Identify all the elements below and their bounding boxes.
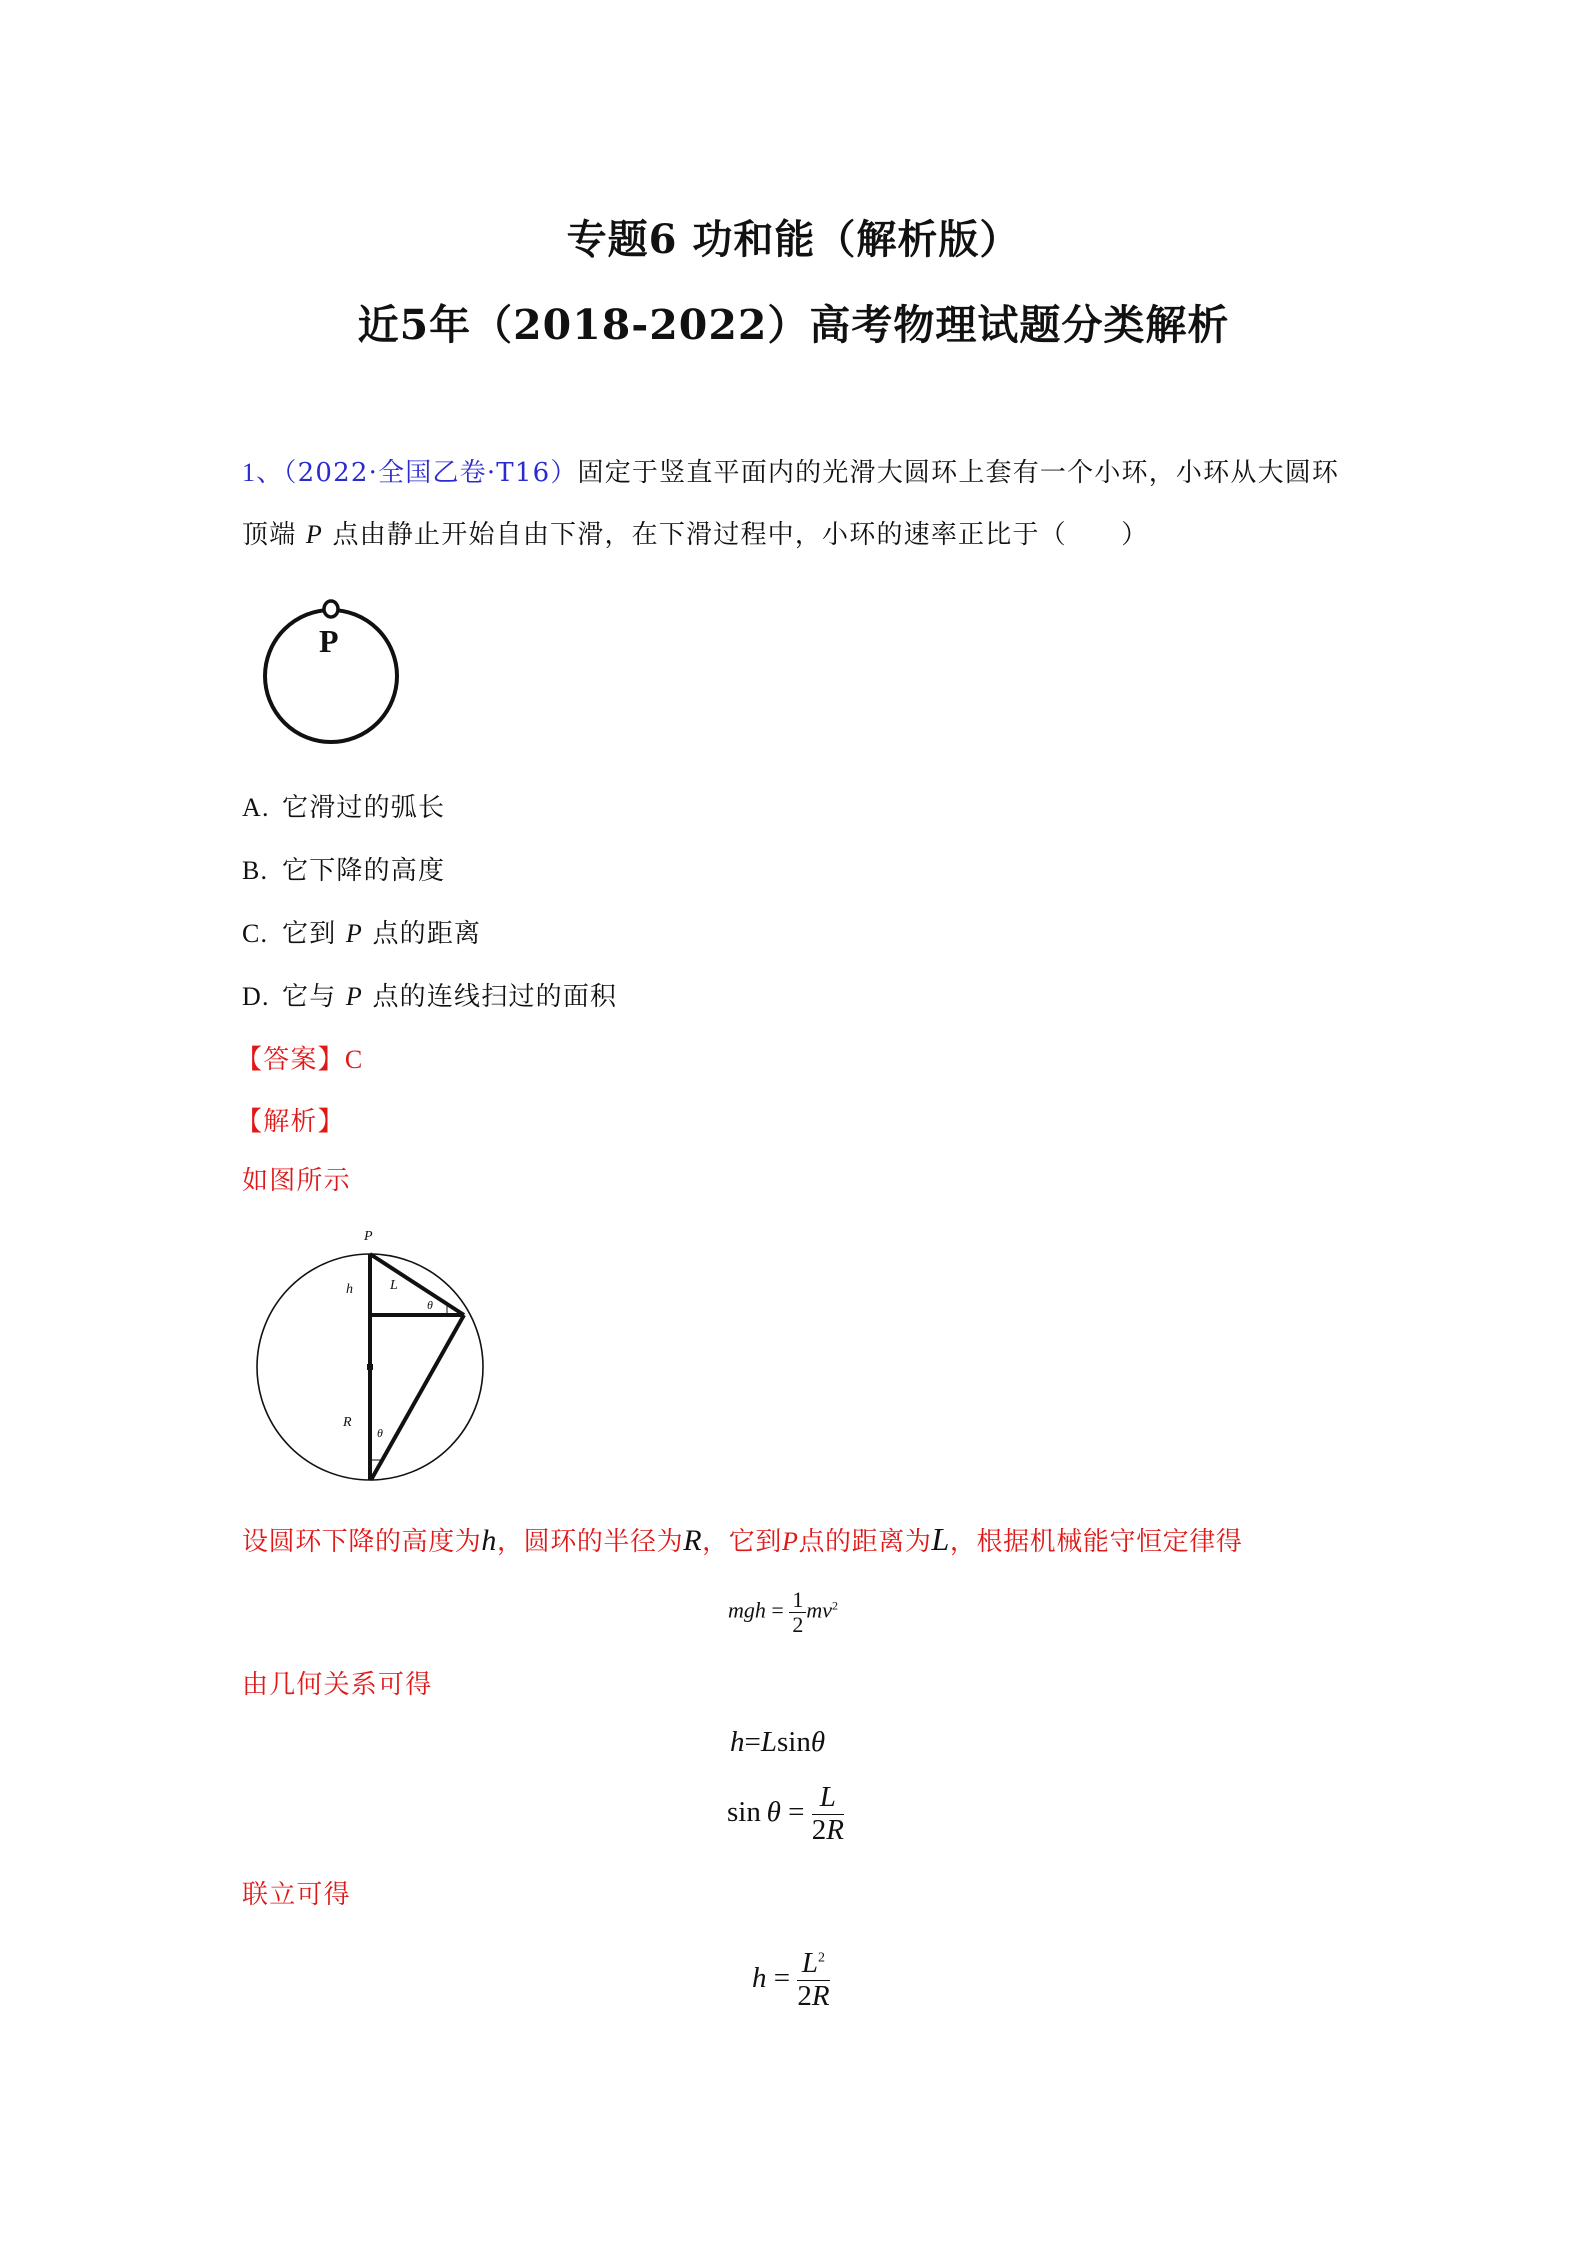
eq-rhs: mv	[806, 1597, 832, 1623]
option-text: 它下降的高度	[282, 856, 446, 886]
denominator	[797, 1981, 829, 2013]
superscript: 2	[818, 1950, 826, 1966]
ring-diagram-icon	[240, 585, 420, 760]
option-letter: C.	[242, 919, 269, 948]
equation-geometry-2	[727, 1782, 844, 1847]
var-P: P	[345, 982, 363, 1011]
den-2: 2	[811, 1813, 827, 1846]
var-P: P	[781, 1527, 799, 1556]
num-L: L	[801, 1947, 819, 1979]
option-b[interactable]	[242, 856, 445, 886]
analysis-text-3: 联立可得	[242, 1880, 351, 1910]
option-text: 它到	[282, 919, 337, 949]
analysis-label: 【解析】	[236, 1107, 345, 1137]
sin: sin	[777, 1726, 811, 1758]
fraction	[789, 1588, 806, 1637]
numerator: 1	[789, 1588, 806, 1613]
text: ，它到	[702, 1527, 782, 1557]
denominator	[812, 1815, 844, 1847]
fig-label-theta-top: θ	[427, 1298, 433, 1312]
text: 点的距离为	[798, 1527, 932, 1557]
var-L: L	[931, 1521, 950, 1557]
text: ，圆环的半径为	[497, 1527, 684, 1557]
figure-label-P: P	[319, 623, 339, 659]
den-2: 2	[797, 1979, 812, 2012]
answer-value: C	[344, 1045, 364, 1074]
question-number: 1、	[242, 458, 284, 487]
superscript: 2	[831, 1598, 838, 1613]
stem-text: 点由静止开始自由下滑，在下滑过程中，小环的速率正比于（ ）	[332, 520, 1149, 550]
equation-geometry-1	[730, 1726, 825, 1759]
analysis-intro: 如图所示	[242, 1166, 351, 1196]
numerator	[797, 1948, 829, 1981]
den-R: R	[811, 1979, 830, 2012]
option-text: 点的距离	[372, 919, 482, 949]
question-figure-ring	[240, 585, 420, 760]
eq-sign: =	[788, 1796, 805, 1829]
var-R: R	[683, 1524, 703, 1557]
answer-line	[236, 1045, 363, 1075]
var-P: P	[305, 520, 323, 549]
fraction	[797, 1948, 829, 2013]
option-text: 它与	[282, 982, 337, 1012]
var-h: h	[481, 1524, 498, 1557]
option-letter: A.	[242, 793, 270, 822]
option-a[interactable]	[242, 793, 445, 823]
sin: sin	[727, 1796, 761, 1829]
option-d[interactable]	[242, 982, 617, 1012]
text: ，根据机械能守恒定律得	[949, 1527, 1243, 1557]
fig-label-P: P	[364, 1229, 373, 1244]
question-source: （2022·全国乙卷·T16）	[283, 458, 578, 488]
var-theta: θ	[810, 1726, 826, 1758]
option-letter: D.	[242, 982, 270, 1011]
fraction	[812, 1782, 844, 1847]
eq-lhs: h	[730, 1726, 745, 1758]
fig-label-h: h	[346, 1282, 353, 1297]
var-theta: θ	[766, 1796, 781, 1829]
fig-label-L: L	[390, 1278, 398, 1293]
numerator: L	[812, 1782, 844, 1815]
geometry-diagram-icon	[240, 1225, 500, 1505]
eq-lhs: mgh	[728, 1597, 766, 1623]
fig-label-R: R	[343, 1415, 352, 1430]
question-stem-line2	[242, 520, 1148, 550]
text: 设圆环下降的高度为	[242, 1527, 482, 1557]
analysis-figure-geometry	[240, 1225, 500, 1505]
question-stem-text: 固定于竖直平面内的光滑大圆环上套有一个小环，小环从大圆环	[577, 458, 1340, 488]
equation-result	[752, 1948, 830, 2013]
eq-sign: =	[744, 1726, 761, 1758]
option-c[interactable]	[242, 919, 481, 949]
answer-label: 【答案】	[236, 1045, 345, 1075]
var-L: L	[760, 1726, 777, 1758]
eq-lhs: h	[752, 1962, 767, 1995]
option-letter: B.	[242, 856, 269, 885]
den-R: R	[826, 1813, 844, 1846]
option-text: 点的连线扫过的面积	[372, 982, 618, 1012]
page-title: 专题6 功和能（解析版）	[566, 216, 1021, 263]
fig-label-theta-bottom: θ	[377, 1426, 383, 1440]
equation-energy	[728, 1588, 838, 1637]
eq-sign: =	[773, 1962, 791, 1995]
analysis-text-1	[242, 1521, 1243, 1557]
eq-sign: =	[771, 1597, 784, 1623]
denominator: 2	[792, 1612, 804, 1638]
question-stem-line1	[242, 458, 1339, 488]
page-subtitle: 近5年（2018-2022）高考物理试题分类解析	[357, 301, 1230, 349]
option-text: 它滑过的弧长	[282, 793, 446, 823]
var-P: P	[345, 919, 363, 948]
stem-text: 顶端	[242, 520, 297, 550]
analysis-text-2: 由几何关系可得	[242, 1670, 433, 1700]
